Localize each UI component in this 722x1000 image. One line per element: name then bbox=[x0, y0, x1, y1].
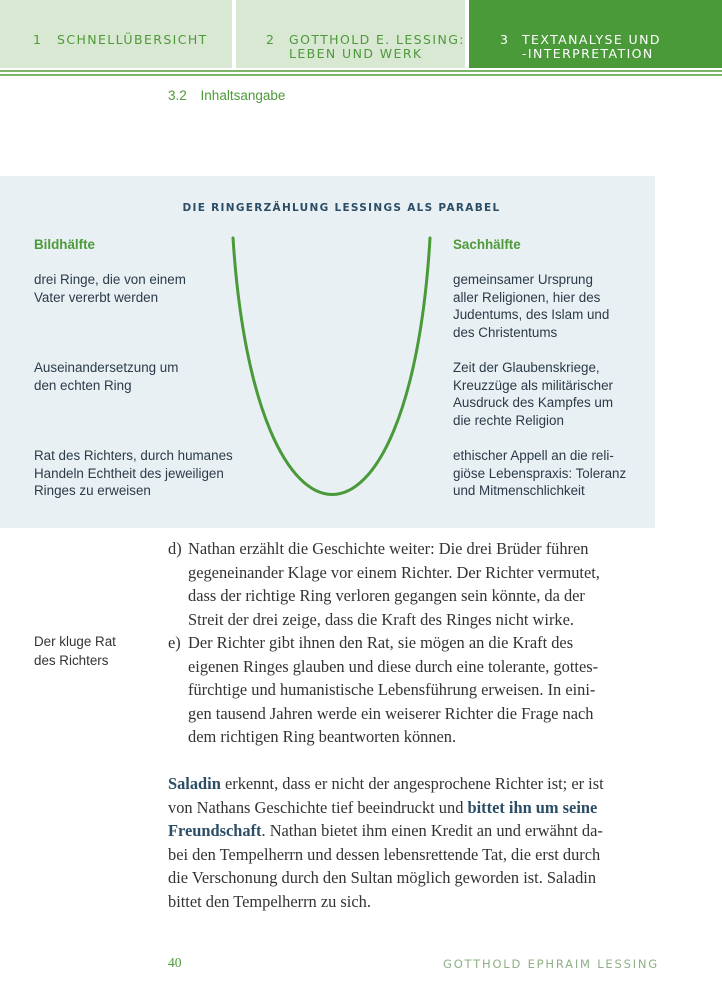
tab-label-line-2: LEBEN UND WERK bbox=[289, 46, 423, 61]
text-line bbox=[168, 819, 656, 843]
highlight-phrase: bittet ihn um seine bbox=[467, 797, 598, 817]
margin-note: Der kluge Rat des Richters bbox=[34, 634, 116, 668]
parabola-curve bbox=[220, 230, 450, 520]
left-item: Auseinandersetzung um den echten Ring bbox=[34, 360, 179, 393]
highlight-saladin: Saladin bbox=[168, 774, 221, 793]
text-line: Streit der drei zeige, dass die Kraft des Ringes nicht wirke. bbox=[188, 609, 574, 629]
page-number: 40 bbox=[168, 955, 182, 970]
text-line: fürchtige und humanistische Lebensführung erweisen. In eini- bbox=[188, 680, 596, 699]
text-line: gegeneinander Klage vor einem Richter. Der Richter vermutet, bbox=[188, 562, 600, 582]
tab-label-line-2: -INTERPRETATION bbox=[522, 46, 654, 61]
list-marker: e) bbox=[168, 633, 181, 652]
tab-schnelluebersicht[interactable] bbox=[0, 0, 232, 68]
tab-label-line-1: TEXTANALYSE UND bbox=[522, 32, 661, 47]
figure-title: DIE RINGERZÄHLUNG LESSINGS ALS PARABEL bbox=[182, 202, 501, 214]
text-run: erkennt, dass er nicht der angesprochene Richter ist; er ist bbox=[220, 774, 604, 793]
text-line: gen tausend Jahren werde ein weiserer Richter die Frage nach bbox=[188, 703, 594, 723]
right-item: gemeinsamer Ursprung aller Religionen, hier des Judentums, des Islam und des Christentums bbox=[453, 272, 610, 340]
section-number: 3.2 bbox=[168, 88, 187, 103]
chapter-tabs bbox=[0, 0, 722, 68]
section-heading bbox=[168, 88, 285, 103]
text-line: Der Richter gibt ihnen den Rat, sie mögen an die Kraft des bbox=[188, 633, 574, 652]
text-run: . Nathan bietet ihm einen Kredit an und erwähnt da- bbox=[261, 821, 603, 840]
text-line: dass der richtige Ring verloren gegangen sein könnte, da der bbox=[188, 586, 585, 605]
text-line: bei den Tempelherrn und dessen lebensrettende Tat, die erst durch bbox=[168, 844, 601, 864]
left-item: Rat des Richters, durch humanes Handeln Echtheit des jeweiligen Ringes zu erweisen bbox=[34, 448, 233, 498]
list-item-e bbox=[168, 631, 656, 749]
text-line bbox=[168, 772, 656, 796]
tab-textanalyse[interactable] bbox=[469, 0, 722, 68]
tab-label: SCHNELLÜBERSICHT bbox=[57, 32, 208, 47]
list-item-d bbox=[168, 537, 656, 631]
body-paragraph bbox=[168, 772, 656, 913]
text-line: Nathan erzählt die Geschichte weiter: Die drei Brüder führen bbox=[188, 539, 589, 558]
right-item: ethischer Appell an die reli- giöse Lebenspraxis: Toleranz und Mitmenschlichkeit bbox=[453, 448, 627, 498]
highlight-phrase: Freundschaft bbox=[168, 821, 262, 840]
text-run: von Nathans Geschichte tief beeindruckt und bbox=[168, 797, 468, 817]
header-divider bbox=[0, 74, 722, 76]
tab-number: 2 bbox=[266, 32, 276, 47]
footer-author: GOTTHOLD EPHRAIM LESSING bbox=[442, 957, 659, 971]
tab-number: 3 bbox=[500, 32, 510, 47]
header-divider bbox=[0, 70, 722, 72]
text-line: bittet den Tempelherrn zu sich. bbox=[168, 891, 371, 911]
tab-label-line-1: GOTTHOLD E. LESSING: bbox=[289, 32, 465, 47]
text-line bbox=[168, 796, 656, 820]
tab-leben-und-werk[interactable] bbox=[236, 0, 465, 68]
left-item: drei Ringe, die von einem Vater vererbt werden bbox=[34, 272, 186, 305]
list-marker: d) bbox=[168, 539, 182, 558]
parabola-path bbox=[233, 238, 430, 495]
tab-number: 1 bbox=[33, 32, 43, 47]
text-line: dem richtigen Ring beantworten können. bbox=[188, 727, 457, 746]
text-line: eigenen Ringes glauben und diese durch eine tolerante, gottes- bbox=[188, 656, 599, 676]
right-column-heading: Sachhälfte bbox=[453, 237, 521, 252]
section-title: Inhaltsangabe bbox=[200, 88, 286, 103]
left-column-heading: Bildhälfte bbox=[34, 237, 96, 252]
right-item: Zeit der Glaubenskriege, Kreuzzüge als militärischer Ausdruck des Kampfes um die rechte Religion bbox=[453, 360, 614, 428]
text-line: die Verschonung durch den Sultan möglich geworden ist. Saladin bbox=[168, 868, 597, 887]
